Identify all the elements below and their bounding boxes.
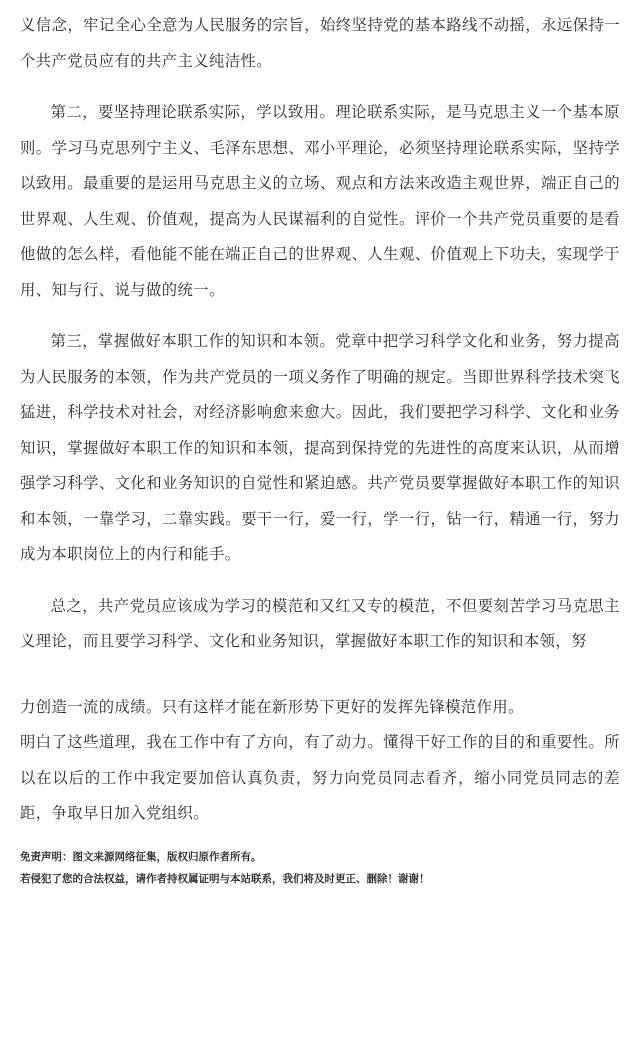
disclaimer-line-1: 免责声明：图文来源网络征集，版权归原作者所有。 (20, 851, 262, 863)
disclaimer-line-2: 若侵犯了您的合法权益，请作者持权属证明与本站联系，我们将及时更正、删除！谢谢！ (20, 873, 430, 885)
paragraph-point-three: 第三，掌握做好本职工作的知识和本领。党章中把学习科学文化和业务，努力提高为人民服务的本领，作为共产党员的一项义务作了明确的规定。当即世界科学技术突飞猛进，科学技术对社会，对经济影响愈来愈大。因此，我们要把学习科学、文化和业务知识，掌握做好本职工作的知识和本领，提高到保持党的先进性的高度来认识，从而增强学习科学、文化和业务知识的自觉性和紧迫感。共产党员要掌握做好本职工作的知识和本领，一靠学习，二靠实践。要干一行，爱一行，学一行，钻一行，精通一行，努力成为本职岗位上的内行和能手。 (20, 332, 620, 563)
page-break-gap (20, 660, 620, 690)
paragraph-point-two: 第二，要坚持理论联系实际，学以致用。理论联系实际，是马克思主义一个基本原则。学习马克思列宁主义、毛泽东思想、邓小平理论，必须坚持理论联系实际，坚持学以致用。最重要的是运用马克思主义的立场、观点和方法来改造主观世界，端正自己的世界观、人生观、价值观，提高为人民谋福利的自觉性。评价一个共产党员重要的是看他做的怎么样，看他能不能在端正自己的世界观、人生观、价值观上下功夫，实现学于用、知与行、说与做的统一。 (20, 103, 620, 299)
paragraph-continuation: 义信念，牢记全心全意为人民服务的宗旨，始终坚持党的基本路线不动摇，永远保持一个共产党员应有的共产主义纯洁性。 (20, 16, 620, 70)
disclaimer-footer (20, 846, 620, 890)
document-body (20, 8, 620, 832)
paragraph-conclusion-end: 力创造一流的成绩。只有这样才能在新形势下更好的发挥先锋模范作用。 (20, 697, 524, 716)
paragraph-conclusion: 总之，共产党员应该成为学习的模范和又红又专的模范，不但要刻苦学习马克思主义理论，而且要学习科学、文化和业务知识，掌握做好本职工作的知识和本领，努 (20, 596, 620, 650)
paragraph-reflection: 明白了这些道理，我在工作中有了方向，有了动力。懂得干好工作的目的和重要性。所以在以后的工作中我定要加倍认真负责，努力向党员同志看齐，缩小同党员同志的差距，争取早日加入党组织。 (20, 733, 620, 822)
